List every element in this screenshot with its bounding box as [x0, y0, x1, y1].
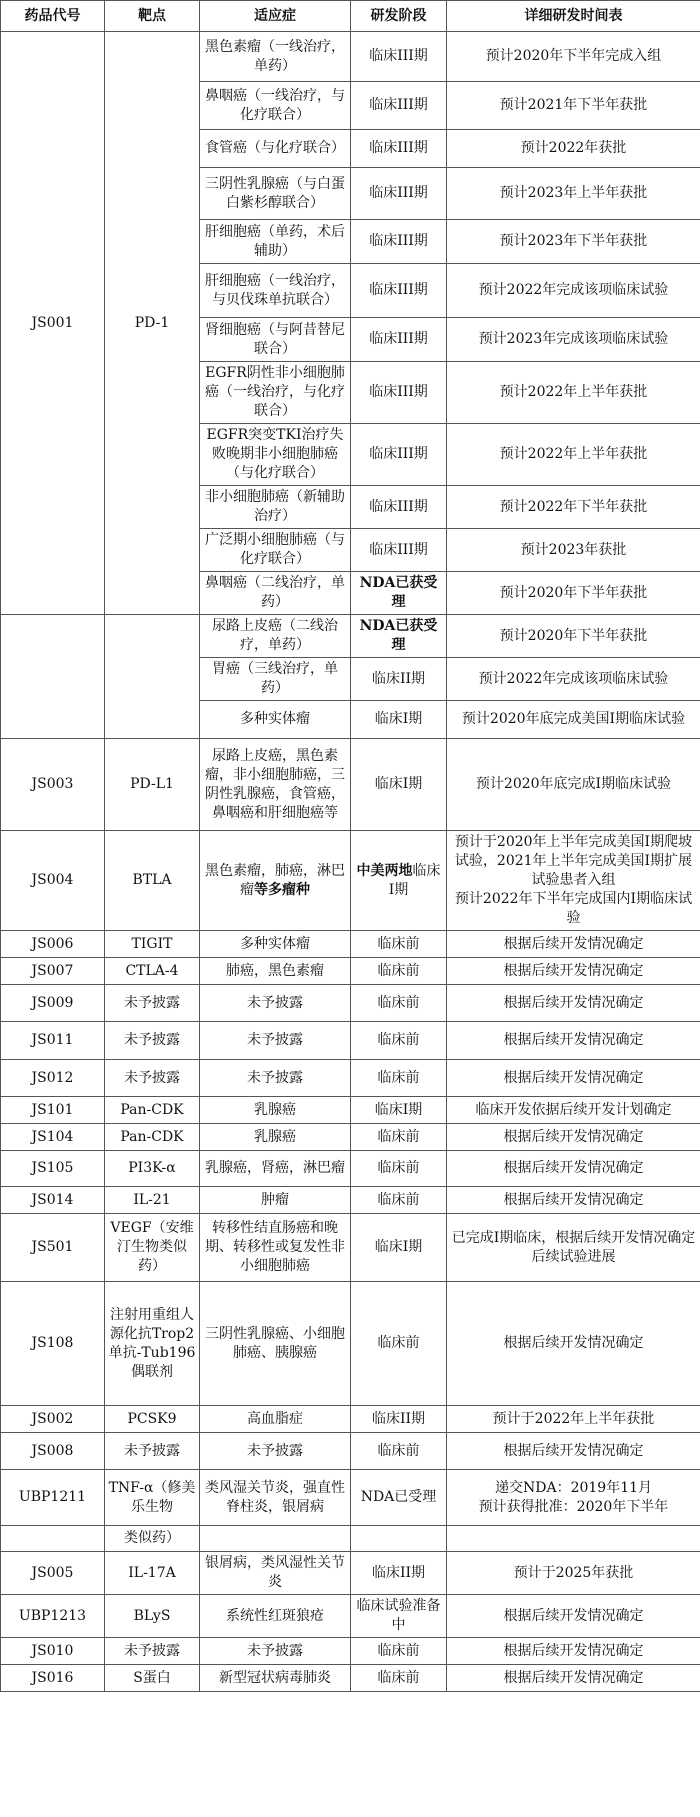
timeline: 根据后续开发情况确定	[447, 1665, 700, 1692]
stage: 临床III期	[351, 82, 447, 130]
target: S蛋白	[105, 1665, 200, 1692]
indication: 鼻咽癌（一线治疗，与化疗联合）	[200, 82, 351, 130]
stage: 临床II期	[351, 1406, 447, 1433]
timeline: 根据后续开发情况确定	[447, 958, 700, 985]
drug-code: JS001	[1, 32, 105, 615]
drug-code: JS012	[1, 1060, 105, 1097]
table-row	[1, 1470, 700, 1526]
timeline: 预计2020年下半年获批	[447, 615, 700, 658]
timeline: 预计2020年下半年获批	[447, 572, 700, 615]
timeline: 预计2022年下半年获批	[447, 486, 700, 529]
header-target: 靶点	[105, 1, 200, 32]
timeline: 预计2020年底完成I期临床试验	[447, 739, 700, 831]
target: CTLA-4	[105, 958, 200, 985]
timeline-line: 预计于2020年上半年完成美国I期爬坡试验，2021年上半年完成美国I期扩展试验患者入组	[454, 834, 693, 888]
stage: 临床前	[351, 1665, 447, 1692]
stage: 临床前	[351, 1060, 447, 1097]
stage: 临床前	[351, 985, 447, 1022]
drug-code: JS014	[1, 1187, 105, 1214]
table-row	[1, 1282, 700, 1406]
stage: 临床试验准备中	[351, 1595, 447, 1638]
drug-code: JS101	[1, 1097, 105, 1124]
indication: 未予披露	[200, 1022, 351, 1060]
indication: 食管癌（与化疗联合）	[200, 130, 351, 168]
timeline: 临床开发依据后续开发计划确定	[447, 1097, 700, 1124]
timeline-line: 预计2022年下半年完成国内I期临床试验	[454, 891, 693, 926]
table-row	[1, 958, 700, 985]
indication: 非小细胞肺癌（新辅助治疗）	[200, 486, 351, 529]
target: BTLA	[105, 831, 200, 931]
target: 类似药）	[105, 1526, 200, 1552]
indication: 尿路上皮癌（二线治疗，单药）	[200, 615, 351, 658]
indication: 未予披露	[200, 1433, 351, 1470]
header-drug-code: 药品代号	[1, 1, 105, 32]
timeline: 预计于2025年获批	[447, 1552, 700, 1595]
timeline: 预计2021年下半年获批	[447, 82, 700, 130]
drug-code: JS006	[1, 931, 105, 958]
timeline: 预计2023年下半年获批	[447, 220, 700, 264]
timeline: 已完成I期临床，根据后续开发情况确定后续试验进展	[447, 1214, 700, 1282]
stage: 临床II期	[351, 658, 447, 701]
indication	[200, 831, 351, 931]
target: 注射用重组人源化抗Trop2单抗-Tub196偶联剂	[105, 1282, 200, 1406]
table-row	[1, 1187, 700, 1214]
drug-code: JS004	[1, 831, 105, 931]
timeline: 预计2020年下半年完成入组	[447, 32, 700, 82]
drug-code: JS016	[1, 1665, 105, 1692]
header-timeline: 详细研发时间表	[447, 1, 700, 32]
target: 未予披露	[105, 985, 200, 1022]
timeline: 根据后续开发情况确定	[447, 1433, 700, 1470]
stage: 临床III期	[351, 424, 447, 486]
stage	[351, 1526, 447, 1552]
stage: 临床III期	[351, 220, 447, 264]
drug-code: JS009	[1, 985, 105, 1022]
indication: 多种实体瘤	[200, 931, 351, 958]
table-row	[1, 831, 700, 931]
stage: 临床III期	[351, 362, 447, 424]
indication: 广泛期小细胞肺癌（与化疗联合）	[200, 529, 351, 572]
timeline-line: 预计获得批准：2020年下半年	[478, 1498, 669, 1515]
table-row	[1, 931, 700, 958]
timeline: 预计2022年上半年获批	[447, 362, 700, 424]
indication: 银屑病，类风湿性关节炎	[200, 1552, 351, 1595]
timeline: 根据后续开发情况确定	[447, 1638, 700, 1665]
timeline-line: 递交NDA：2019年11月	[494, 1479, 653, 1496]
indication: 肝细胞癌（一线治疗，与贝伐珠单抗联合）	[200, 264, 351, 318]
timeline: 预计2022年完成该项临床试验	[447, 264, 700, 318]
stage: 临床II期	[351, 1552, 447, 1595]
drug-code: JS011	[1, 1022, 105, 1060]
indication: EGFR突变TKI治疗失败晚期非小细胞肺癌（与化疗联合）	[200, 424, 351, 486]
stage: 临床前	[351, 1282, 447, 1406]
stage: 临床前	[351, 1187, 447, 1214]
indication: 乳腺癌，肾癌，淋巴瘤	[200, 1151, 351, 1187]
timeline: 预计于2022年上半年获批	[447, 1406, 700, 1433]
drug-code	[1, 1526, 105, 1552]
drug-code: JS005	[1, 1552, 105, 1595]
timeline: 预计2022年获批	[447, 130, 700, 168]
stage: NDA已受理	[351, 1470, 447, 1526]
stage: 临床前	[351, 1022, 447, 1060]
drug-code: JS008	[1, 1433, 105, 1470]
timeline	[447, 831, 700, 931]
indication: 肝细胞癌（单药，术后辅助）	[200, 220, 351, 264]
indication: 未予披露	[200, 1638, 351, 1665]
timeline: 预计2023年获批	[447, 529, 700, 572]
indication: 胃癌（三线治疗，单药）	[200, 658, 351, 701]
header-indication: 适应症	[200, 1, 351, 32]
stage: 临床前	[351, 958, 447, 985]
table-row	[1, 1638, 700, 1665]
header-stage: 研发阶段	[351, 1, 447, 32]
indication: 未予披露	[200, 985, 351, 1022]
target: PI3K-α	[105, 1151, 200, 1187]
indication-part-bold: 等多瘤种	[254, 881, 310, 898]
target: PD-L1	[105, 739, 200, 831]
stage: 临床前	[351, 1151, 447, 1187]
indication: 鼻咽癌（二线治疗，单药）	[200, 572, 351, 615]
indication: EGFR阴性非小细胞肺癌（一线治疗，与化疗联合）	[200, 362, 351, 424]
stage: 临床III期	[351, 486, 447, 529]
stage: NDA已获受理	[351, 615, 447, 658]
indication: 新型冠状病毒肺炎	[200, 1665, 351, 1692]
target: Pan-CDK	[105, 1097, 200, 1124]
stage: 临床III期	[351, 264, 447, 318]
table-row	[1, 1665, 700, 1692]
indication: 高血脂症	[200, 1406, 351, 1433]
stage: 临床前	[351, 1638, 447, 1665]
stage: 临床前	[351, 931, 447, 958]
drug-code: JS010	[1, 1638, 105, 1665]
stage: NDA已获受理	[351, 572, 447, 615]
stage	[351, 831, 447, 931]
timeline: 根据后续开发情况确定	[447, 1022, 700, 1060]
timeline: 根据后续开发情况确定	[447, 985, 700, 1022]
table-row	[1, 1097, 700, 1124]
target: IL-17A	[105, 1552, 200, 1595]
target: 未予披露	[105, 1433, 200, 1470]
target: BLyS	[105, 1595, 200, 1638]
timeline: 根据后续开发情况确定	[447, 931, 700, 958]
indication: 尿路上皮癌，黑色素瘤，非小细胞肺癌，三阴性乳腺癌，食管癌，鼻咽癌和肝细胞癌等	[200, 739, 351, 831]
stage: 临床III期	[351, 168, 447, 220]
target: PCSK9	[105, 1406, 200, 1433]
timeline: 预计2023年完成该项临床试验	[447, 318, 700, 362]
stage: 临床I期	[351, 701, 447, 739]
target: 未予披露	[105, 1060, 200, 1097]
table-row	[1, 1406, 700, 1433]
stage: 临床I期	[351, 1097, 447, 1124]
drug-code: JS108	[1, 1282, 105, 1406]
table-row	[1, 1022, 700, 1060]
target: TNF-α（修美乐生物	[105, 1470, 200, 1526]
drug-code: JS105	[1, 1151, 105, 1187]
target	[105, 615, 200, 739]
indication: 肾细胞癌（与阿昔替尼联合）	[200, 318, 351, 362]
indication: 黑色素瘤（一线治疗，单药）	[200, 32, 351, 82]
drug-code: JS007	[1, 958, 105, 985]
table-row	[1, 1124, 700, 1151]
drug-code: UBP1213	[1, 1595, 105, 1638]
indication: 肺癌，黑色素瘤	[200, 958, 351, 985]
target: Pan-CDK	[105, 1124, 200, 1151]
target: PD-1	[105, 32, 200, 615]
table-row	[1, 1060, 700, 1097]
drug-code: JS002	[1, 1406, 105, 1433]
stage: 临床I期	[351, 1214, 447, 1282]
timeline	[447, 1470, 700, 1526]
target: TIGIT	[105, 931, 200, 958]
target: 未予披露	[105, 1022, 200, 1060]
drug-code: JS501	[1, 1214, 105, 1282]
table-row	[1, 739, 700, 831]
drug-code: UBP1211	[1, 1470, 105, 1526]
table-row	[1, 32, 700, 82]
indication: 乳腺癌	[200, 1097, 351, 1124]
table-row	[1, 1552, 700, 1595]
indication: 肿瘤	[200, 1187, 351, 1214]
table-row	[1, 1151, 700, 1187]
table-row	[1, 615, 700, 658]
timeline: 根据后续开发情况确定	[447, 1124, 700, 1151]
timeline: 预计2023年上半年获批	[447, 168, 700, 220]
timeline	[447, 1526, 700, 1552]
timeline: 根据后续开发情况确定	[447, 1151, 700, 1187]
target: 未予披露	[105, 1638, 200, 1665]
stage: 临床III期	[351, 130, 447, 168]
indication: 三阴性乳腺癌、小细胞肺癌、胰腺癌	[200, 1282, 351, 1406]
stage: 临床前	[351, 1124, 447, 1151]
drug-code	[1, 615, 105, 739]
indication: 多种实体瘤	[200, 701, 351, 739]
indication: 系统性红斑狼疮	[200, 1595, 351, 1638]
target: IL-21	[105, 1187, 200, 1214]
header-row	[1, 1, 700, 32]
indication: 转移性结直肠癌和晚期、转移性或复发性非小细胞肺癌	[200, 1214, 351, 1282]
timeline: 根据后续开发情况确定	[447, 1595, 700, 1638]
stage: 临床I期	[351, 739, 447, 831]
timeline: 根据后续开发情况确定	[447, 1187, 700, 1214]
drug-code: JS104	[1, 1124, 105, 1151]
stage: 临床III期	[351, 32, 447, 82]
timeline: 根据后续开发情况确定	[447, 1282, 700, 1406]
stage-part: 临床I期	[388, 862, 441, 898]
stage: 临床前	[351, 1433, 447, 1470]
drug-code: JS003	[1, 739, 105, 831]
timeline: 预计2020年底完成美国I期临床试验	[447, 701, 700, 739]
indication: 类风湿关节炎，强直性脊柱炎，银屑病	[200, 1470, 351, 1526]
timeline: 预计2022年上半年获批	[447, 424, 700, 486]
indication	[200, 1526, 351, 1552]
indication: 未予披露	[200, 1060, 351, 1097]
indication: 三阴性乳腺癌（与白蛋白紫杉醇联合）	[200, 168, 351, 220]
table-row	[1, 1526, 700, 1552]
table-row	[1, 985, 700, 1022]
timeline: 根据后续开发情况确定	[447, 1060, 700, 1097]
table-row	[1, 1433, 700, 1470]
table-row	[1, 1214, 700, 1282]
stage-part-bold: 中美两地	[356, 862, 413, 879]
stage: 临床III期	[351, 529, 447, 572]
table-row	[1, 1595, 700, 1638]
indication-part: 黑色素瘤，肺癌，淋巴瘤	[205, 862, 345, 898]
stage: 临床III期	[351, 318, 447, 362]
target: VEGF（安维汀生物类似药）	[105, 1214, 200, 1282]
indication: 乳腺癌	[200, 1124, 351, 1151]
timeline: 预计2022年完成该项临床试验	[447, 658, 700, 701]
